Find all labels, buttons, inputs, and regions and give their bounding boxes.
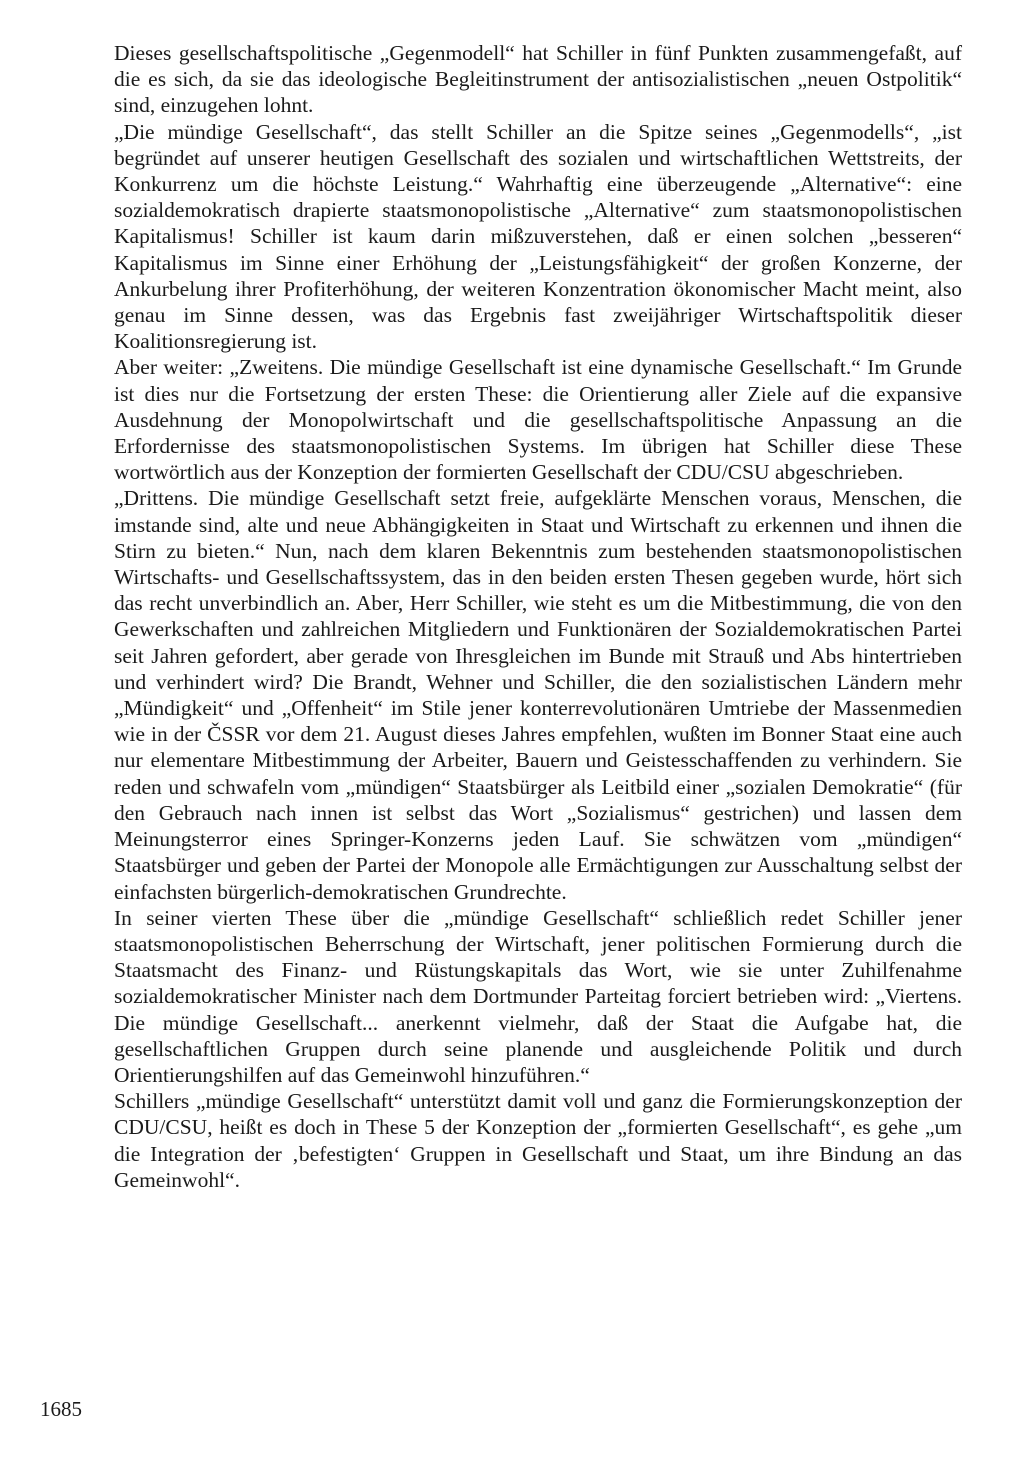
document-body: [114, 40, 962, 1193]
paragraph-first-thesis: „Die mündige Gesellschaft“, das stellt Schiller an die Spitze seines „Gegenmodells“, „ist begründet auf unserer heutigen Gesellschaft des sozialen und wirtschaftlichen Wettstreits, der Konkurrenz um die höchste Leistung.“ Wahrhaftig eine überzeugende „Alternative“: eine sozialdemokratisch drapierte staatsmonopolistische „Alternative“ zum staatsmonopolistischen Kapitalismus! Schiller ist kaum darin mißzuverstehen, daß er einen solchen „besseren“ Kapitalismus im Sinne einer Erhöhung der „Leistungsfähigkeit“ der großen Konzerne, der Ankurbelung ihrer Profiterhöhung, der weiteren Konzentration ökonomischer Macht meint, also genau im Sinne dessen, was das Ergebnis fast zweijähriger Wirtschaftspolitik dieser Koalitionsregierung ist.: [114, 119, 962, 354]
paragraph-formierte-gesellschaft: Schillers „mündige Gesellschaft“ unterstützt damit voll und ganz die Formierungskonzeption der CDU/CSU, heißt es doch in These 5 der Konzeption der „formierten Gesellschaft“, es gehe „um die Integration der ‚befestigten‘ Gruppen in Gesellschaft und Staat, um ihre Bindung an das Gemeinwohl“.: [114, 1089, 962, 1192]
paragraph-fourth-thesis: In seiner vierten These über die „mündige Gesellschaft“ schließlich redet Schiller jener staatsmonopolistischen Beherrschung der Wirtschaft, jener politischen Formierung durch die Staatsmacht des Finanz- und Rüstungskapitals das Wort, wie sie unter Zuhilfenahme sozialdemokratischer Minister nach dem Dortmunder Parteitag forciert betrieben wird: „Viertens. Die mündige Gesellschaft... anerkennt vielmehr, daß der Staat die Aufgabe hat, die gesellschaftlichen Gruppen durch seine planende und ausgleichende Politik und durch Orientierungshilfen auf das Gemeinwohl hinzuführen.“: [114, 905, 962, 1087]
page-number: 1685: [40, 1397, 82, 1421]
paragraph-gegenmodell-intro: Dieses gesellschaftspolitische „Gegenmodell“ hat Schiller in fünf Punkten zusammengefaßt, auf die es sich, da sie das ideologische Begleitinstrument der antisozialistischen „neuen Ostpolitik“ sind, einzugehen lohnt.: [114, 41, 962, 118]
paragraph-second-thesis: Aber weiter: „Zweitens. Die mündige Gesellschaft ist eine dynamische Gesellschaft.“ Im Grunde ist dies nur die Fortsetzung der ersten These: die Orientierung aller Ziele auf die expansive Ausdehnung der Monopolwirtschaft und die gesellschaftspolitische Anpassung an die Erfordernisse des staatsmonopolistischen Systems. Im übrigen hat Schiller diese These wortwörtlich aus der Konzeption der formierten Gesellschaft der CDU/CSU abgeschrieben.: [114, 355, 962, 485]
paragraph-third-thesis: „Drittens. Die mündige Gesellschaft setzt freie, aufgeklärte Menschen voraus, Menschen, die imstande sind, alte und neue Abhängigkeiten in Staat und Wirtschaft zu erkennen und ihnen die Stirn zu bieten.“ Nun, nach dem klaren Bekenntnis zum bestehenden staatsmonopolistischen Wirtschafts- und Gesellschaftssystem, das in den beiden ersten Thesen gegeben wurde, hört sich das recht unverbindlich an. Aber, Herr Schiller, wie steht es um die Mitbestimmung, die von den Gewerkschaften und zahlreichen Mitgliedern und Funktionären der Sozialdemokratischen Partei seit Jahren gefordert, aber gerade von Ihresgleichen im Bunde mit Strauß und Abs hintertrieben und verhindert wird? Die Brandt, Wehner und Schiller, die den sozialistischen Ländern mehr „Mündigkeit“ und „Offenheit“ im Stile jener konterrevolutionären Umtriebe der Massenmedien wie in der ČSSR vor dem 21. August dieses Jahres empfehlen, wußten im Bonner Staat eine auch nur elementare Mitbestimmung der Arbeiter, Bauern und Geistesschaffenden zu verhindern. Sie reden und schwafeln vom „mündigen“ Staatsbürger als Leitbild einer „sozialen Demokratie“ (für den Gebrauch nach innen ist selbst das Wort „Sozialismus“ gestrichen) und lassen dem Meinungsterror eines Springer-Konzerns jeden Lauf. Sie schwätzen vom „mündigen“ Staatsbürger und geben der Partei der Monopole alle Ermächtigungen zur Ausschaltung selbst der einfachsten bürgerlich-demokratischen Grundrechte.: [114, 486, 962, 904]
